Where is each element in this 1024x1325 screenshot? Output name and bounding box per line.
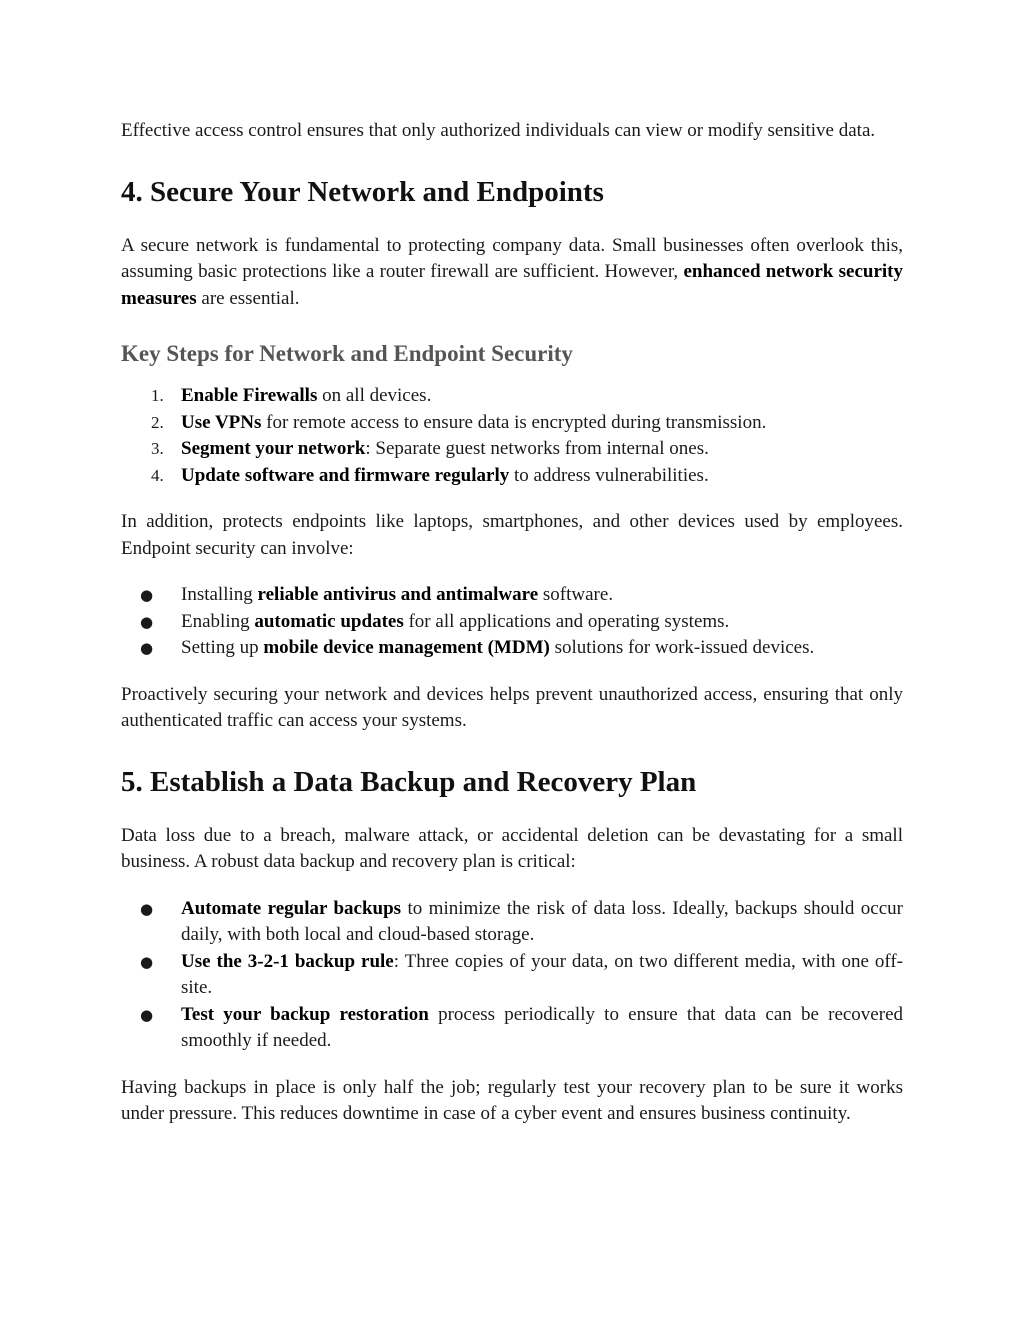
bullet-icon: ● <box>140 612 154 631</box>
list-item-text: to address vulnerabilities. <box>509 464 709 486</box>
backup-list <box>121 896 903 1055</box>
key-steps-list <box>121 383 903 489</box>
list-item <box>121 609 903 636</box>
bullet-icon: ● <box>140 639 154 657</box>
list-item-text: Installing <box>181 584 258 605</box>
section-4-paragraph-1 <box>121 233 903 313</box>
bullet-icon: ● <box>140 899 154 918</box>
list-item-text: software. <box>538 584 614 605</box>
list-item <box>121 635 903 662</box>
list-item <box>121 383 903 410</box>
list-number: 1. <box>151 386 164 405</box>
list-item <box>121 1002 903 1055</box>
list-item-text: Setting up <box>181 637 264 658</box>
paragraph-text: are essential. <box>196 287 300 309</box>
section-4-paragraph-2: In addition, protects endpoints like laptops, smartphones, and other devices used by employees. Endpoint security can involve: <box>121 511 903 559</box>
section-5-paragraph-1: Data loss due to a breach, malware attack, or accidental deletion can be devastating for a small business. A robust data backup and recovery plan is critical: <box>121 824 903 872</box>
list-item <box>121 463 903 490</box>
bullet-icon: ● <box>140 586 154 604</box>
bold-phrase: Use the 3-2-1 backup rule <box>181 950 394 972</box>
list-item <box>121 949 903 1002</box>
list-item <box>121 582 903 609</box>
list-item <box>121 896 903 949</box>
bold-phrase: Use VPNs <box>181 411 262 433</box>
key-steps-subheading: Key Steps for Network and Endpoint Security <box>121 341 573 366</box>
bold-phrase: enhanced network security measures <box>121 261 903 309</box>
list-item-text: process periodically to ensure that data can be recovered smoothly if needed. <box>181 1003 903 1051</box>
list-item-text: solutions for work-issued devices. <box>549 637 815 658</box>
section-5-paragraph-2: Having backups in place is only half the job; regularly test your recovery plan to be sure it works under pressure. This reduces downtime in case of a cyber event and ensures business continuity. <box>121 1076 903 1124</box>
list-item-text: for all applications and operating systems. <box>403 610 730 632</box>
section-4-heading: 4. Secure Your Network and Endpoints <box>121 175 604 208</box>
bold-phrase: Test your backup restoration <box>181 1003 429 1025</box>
endpoint-security-list <box>121 582 903 662</box>
list-item <box>121 436 903 463</box>
bold-phrase: Update software and firmware regularly <box>181 464 510 486</box>
list-item-text: to minimize the risk of data loss. Ideally, backups should occur daily, with both local and cloud-based storage. <box>181 897 903 945</box>
list-item-text: on all devices. <box>317 385 432 406</box>
list-number: 2. <box>151 412 164 432</box>
list-item-text: : Three copies of your data, on two different media, with one off-site. <box>181 950 903 998</box>
section-4-paragraph-3: Proactively securing your network and devices helps prevent unauthorized access, ensuring that only authenticated traffic can access your systems. <box>121 683 903 731</box>
bold-phrase: reliable antivirus and antimalware <box>257 584 539 605</box>
bold-phrase: mobile device management (MDM) <box>263 637 550 658</box>
bold-phrase: Segment your network <box>181 438 366 459</box>
intro-paragraph: Effective access control ensures that only authorized individuals can view or modify sensitive data. <box>121 120 876 141</box>
list-item <box>121 410 903 437</box>
bold-phrase: automatic updates <box>254 610 404 632</box>
list-number: 4. <box>151 465 164 485</box>
document-page <box>121 118 903 1128</box>
section-5-heading: 5. Establish a Data Backup and Recovery Plan <box>121 765 697 798</box>
bold-phrase: Enable Firewalls <box>181 385 318 406</box>
bold-phrase: Automate regular backups <box>181 897 402 919</box>
list-number: 3. <box>151 439 164 458</box>
bullet-icon: ● <box>140 1005 154 1024</box>
bullet-icon: ● <box>140 952 154 971</box>
list-item-text: for remote access to ensure data is encrypted during transmission. <box>261 411 767 433</box>
paragraph-text: A secure network is fundamental to protecting company data. Small businesses often overlook this, assuming basic protections like a router firewall are sufficient. However, <box>121 234 903 282</box>
list-item-text: Enabling <box>181 610 255 632</box>
list-item-text: : Separate guest networks from internal ones. <box>365 438 709 459</box>
